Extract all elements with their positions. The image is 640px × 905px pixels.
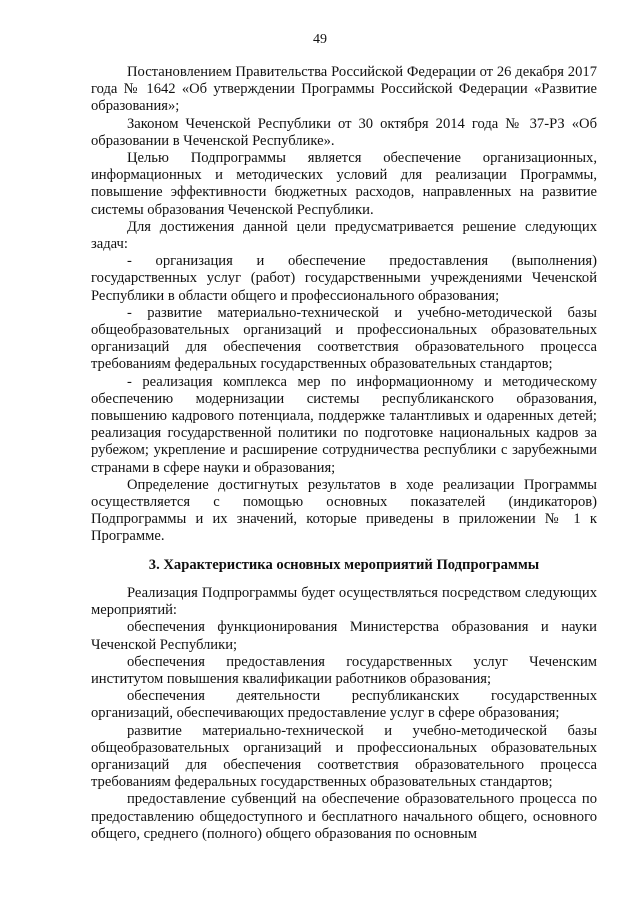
measure-item: предоставление субвенций на обеспечение образовательного процесса по предоставлению общедоступного и бесплатного начального общего, основного общего, среднего (полного) общего образования по основным [91,791,597,842]
task-item: - развитие материально-технической и учебно-методической базы общеобразовательных организаций и профессиональных образовательных организаций для обеспечения соответствия образовательного процесса требованиям федеральных государственных образовательных стандартов; [91,304,597,373]
section-gap [91,546,597,557]
paragraph: Целью Подпрограммы является обеспечение организационных, информационных и методических условий для реализации Программы, повышение эффективности бюджетных расходов, направленных на развитие системы образования Чеченской Республики. [91,150,597,218]
paragraph: Постановлением Правительства Российской Федерации от 26 декабря 2017 года № 1642 «Об утверждении Программы Российской Федерации «Развитие образования»; [91,64,597,115]
paragraph: Законом Чеченской Республики от 30 октября 2014 года № 37-РЗ «Об образовании в Чеченской Республике». [91,115,597,149]
measure-item: обеспечения предоставления государственных услуг Чеченским институтом повышения квалификации работников образования; [91,653,597,687]
paragraph: Определение достигнутых результатов в ходе реализации Программы осуществляется с помощью основных показателей (индикаторов) Подпрограммы и их значений, которые приведены в приложении № 1 к Программе. [91,476,597,545]
section-gap [91,574,597,585]
task-item: - реализация комплекса мер по информационному и методическому обеспечению модернизации системы республиканского образования, повышению кадрового потенциала, поддержке талантливых и одаренных детей; реализация государственной политики по подготовке национальных кадров за рубежом; укрепление и расширение сотрудничества республики с зарубежными странами в сфере науки и образования; [91,373,597,476]
measure-item: развитие материально-технической и учебно-методической базы общеобразовательных организаций и профессиональных образовательных организаций для обеспечения соответствия образовательного процесса требованиям федеральных государственных образовательных стандартов; [91,722,597,791]
document-body [91,64,597,843]
task-item: - организация и обеспечение предоставления (выполнения) государственных услуг (работ) государственными учреждениями Чеченской Республики в области общего и профессионального образования; [91,253,597,304]
section-heading: 3. Характеристика основных мероприятий Подпрограммы [148,556,540,573]
measure-item: обеспечения деятельности республиканских государственных организаций, обеспечивающих предоставление услуг в сфере образования; [91,688,597,722]
paragraph: Для достижения данной цели предусматривается решение следующих задач: [91,218,597,253]
paragraph: Реализация Подпрограммы будет осуществляться посредством следующих мероприятий: [91,584,597,619]
measure-item: обеспечения функционирования Министерства образования и науки Чеченской Республики; [91,619,597,653]
page-number: 49 [313,32,327,47]
